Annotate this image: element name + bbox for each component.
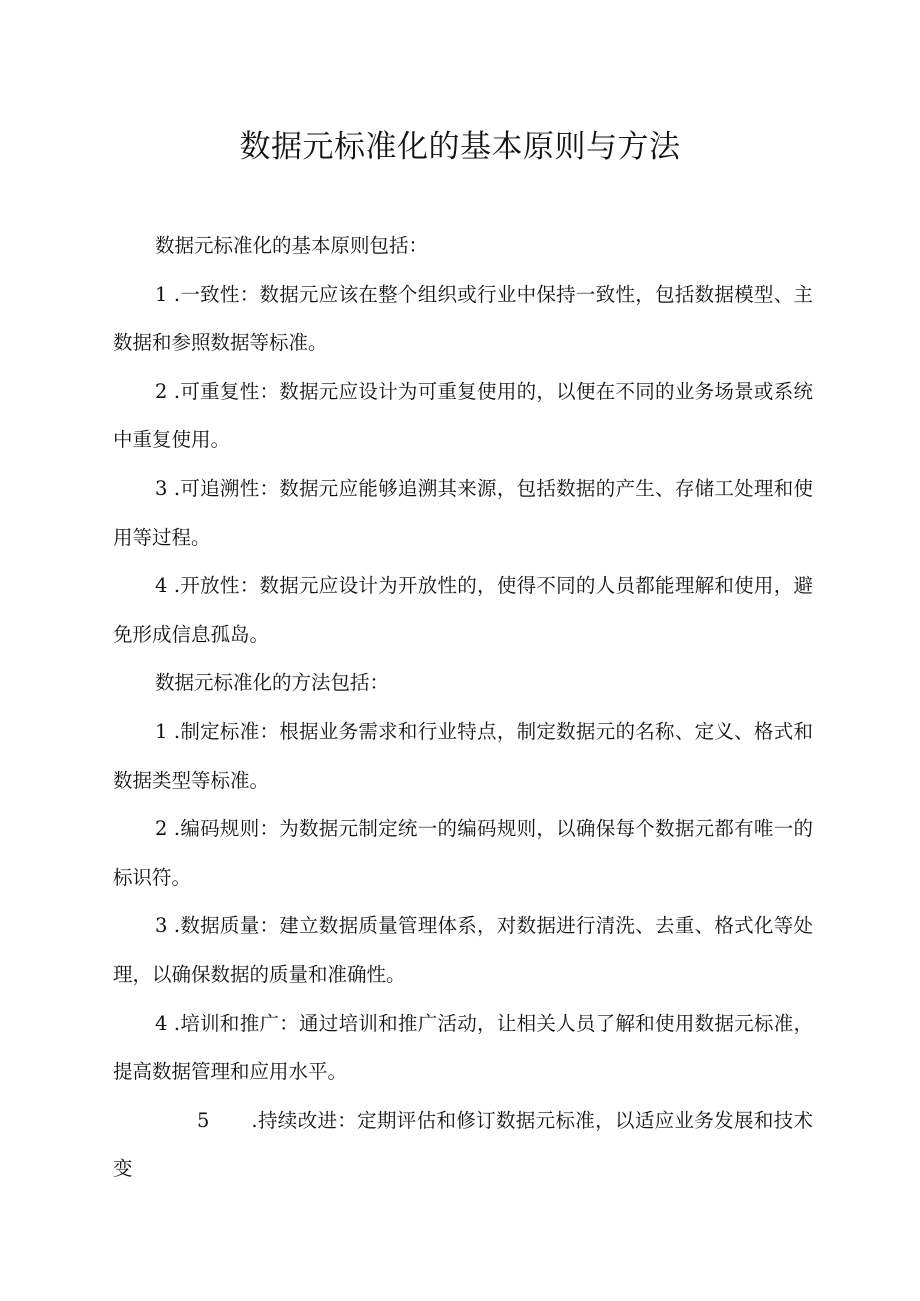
paragraph-method-training: 4 .培训和推广：通过培训和推广活动，让相关人员了解和使用数据元标准，提高数据管理和应用水平。: [113, 1011, 813, 1084]
paragraph-method-standards: 1 .制定标准：根据业务需求和行业特点，制定数据元的名称、定义、格式和数据类型等标准。: [113, 719, 813, 792]
paragraph-method-continuous-improvement: [113, 1097, 813, 1194]
paragraph-principles-intro: 数据元标准化的基本原则包括：: [155, 234, 429, 257]
paragraph-method-data-quality: 3 .数据质量：建立数据质量管理体系，对数据进行清洗、去重、格式化等处理，以确保数据的质量和准确性。: [113, 914, 813, 986]
paragraph-number: 5: [197, 1108, 210, 1132]
document-title: 数据元标准化的基本原则与方法: [239, 129, 681, 165]
paragraph-principle-traceability: 3 .可追溯性：数据元应能够追溯其来源，包括数据的产生、存储工处理和使用等过程。: [113, 476, 813, 549]
paragraph-principle-reusability: 2 .可重复性：数据元应设计为可重复使用的，以便在不同的业务场景或系统中重复使用。: [113, 379, 813, 452]
paragraph-principle-consistency: 1 .一致性：数据元应该在整个组织或行业中保持一致性，包括数据模型、主数据和参照数据等标准。: [113, 282, 813, 355]
paragraph-text: .持续改进：定期评估和修订数据元标准，以适应业务发展和技术变: [113, 1108, 813, 1181]
paragraph-methods-intro: 数据元标准化的方法包括：: [155, 671, 390, 695]
paragraph-principle-openness: 4 .开放性：数据元应设计为开放性的，使得不同的人员都能理解和使用，避免形成信息孤岛。: [113, 574, 813, 646]
document-body: [113, 222, 813, 1194]
paragraph-method-coding-rules: 2 .编码规则：为数据元制定统一的编码规则，以确保每个数据元都有唯一的标识符。: [113, 817, 813, 889]
